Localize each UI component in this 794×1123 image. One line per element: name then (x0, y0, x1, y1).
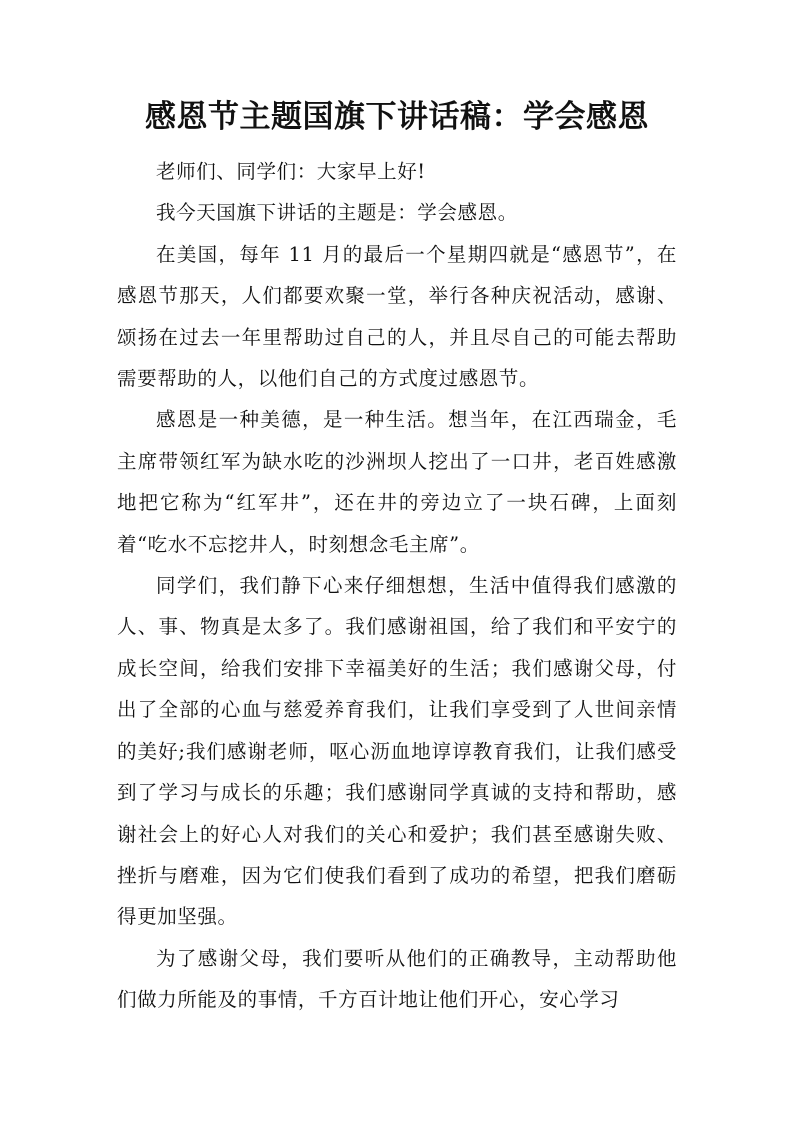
thank-parents-paragraph: 为了感谢父母，我们要听从他们的正确教导，主动帮助他们做力所能及的事情，千方百计地让他们开心，安心学习 (117, 946, 677, 1012)
document-title: 感恩节主题国旗下讲话稿：学会感恩 (145, 99, 649, 135)
red-army-well-paragraph: 感恩是一种美德，是一种生活。想当年，在江西瑞金，毛主席带领红军为缺水吃的沙洲坝人挖出了一口井，老百姓感激地把它称为“红军井”，还在井的旁边立了一块石碑，上面刻着“吃水不忘挖井人，时刻想念毛主席”。 (117, 408, 677, 556)
greeting-paragraph: 老师们、同学们：大家早上好! (156, 160, 426, 183)
topic-paragraph: 我今天国旗下讲话的主题是：学会感恩。 (156, 201, 518, 225)
gratitude-list-paragraph: 同学们，我们静下心来仔细想想，生活中值得我们感激的人、事、物真是太多了。我们感谢祖国，给了我们和平安宁的成长空间，给我们安排下幸福美好的生活；我们感谢父母，付出了全部的心血与慈爱养育我们，让我们享受到了人世间亲情的美好;我们感谢老师，呕心沥血地谆谆教育我们，让我们感受到了学习与成长的乐趣；我们感谢同学真诚的支持和帮助，感谢社会上的好心人对我们的关心和爱护；我们甚至感谢失败、挫折与磨难，因为它们使我们看到了成功的希望，把我们磨砺得更加坚强。 (117, 574, 677, 929)
thanksgiving-paragraph: 在美国，每年 11 月的最后一个星期四就是“感恩节”，在感恩节那天，人们都要欢聚一堂，举行各种庆祝活动，感谢、颂扬在过去一年里帮助过自己的人，并且尽自己的可能去帮助需要帮助的人，以他们自己的方式度过感恩节。 (117, 242, 677, 391)
document-body (117, 151, 677, 1021)
